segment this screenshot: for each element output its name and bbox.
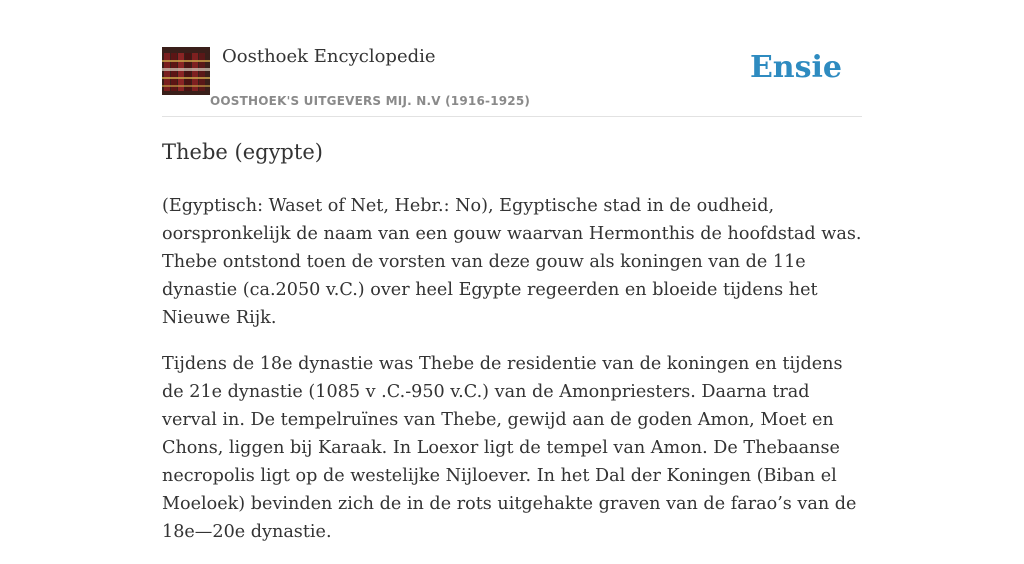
source-header [162,44,862,117]
source-subtitle: OOSTHOEK'S UITGEVERS MIJ. N.V (1916-1925) [210,94,531,108]
book-spines-icon [162,47,210,95]
article-paragraph: Tijdens de 18e dynastie was Thebe de residentie van de koningen en tijdens de 21e dynastie (1085 v .C.-950 v.C.) van de Amonpriesters. Daarna trad verval in. De tempelruïnes van Thebe, gewijd aan de goden Amon, Moet en Chons, liggen bij Karaak. In Loexor ligt de tempel van Amon. De Thebaanse necropolis ligt op de westelijke Nijloever. In het Dal der Koningen (Biban el Moeloek) bevinden zich de in de rots uitgehakte graven van de farao’s van de 18e—20e dynastie. [162,354,857,542]
article-body [162,192,862,564]
avatar[interactable] [162,47,210,95]
source-title[interactable]: Oosthoek Encyclopedie [222,46,436,67]
page-title: Thebe (egypte) [162,140,323,164]
brand-logo[interactable]: Ensie [749,50,842,85]
article-paragraph: (Egyptisch: Waset of Net, Hebr.: No), Egyptische stad in de oudheid, oorspronkelijk de naam van een gouw waarvan Hermonthis de hoofdstad was. Thebe ontstond toen de vorsten van deze gouw als koningen van de 11e dynastie (ca.2050 v.C.) over heel Egypte regeerden en bloeide tijdens het Nieuwe Rijk. [162,196,862,328]
